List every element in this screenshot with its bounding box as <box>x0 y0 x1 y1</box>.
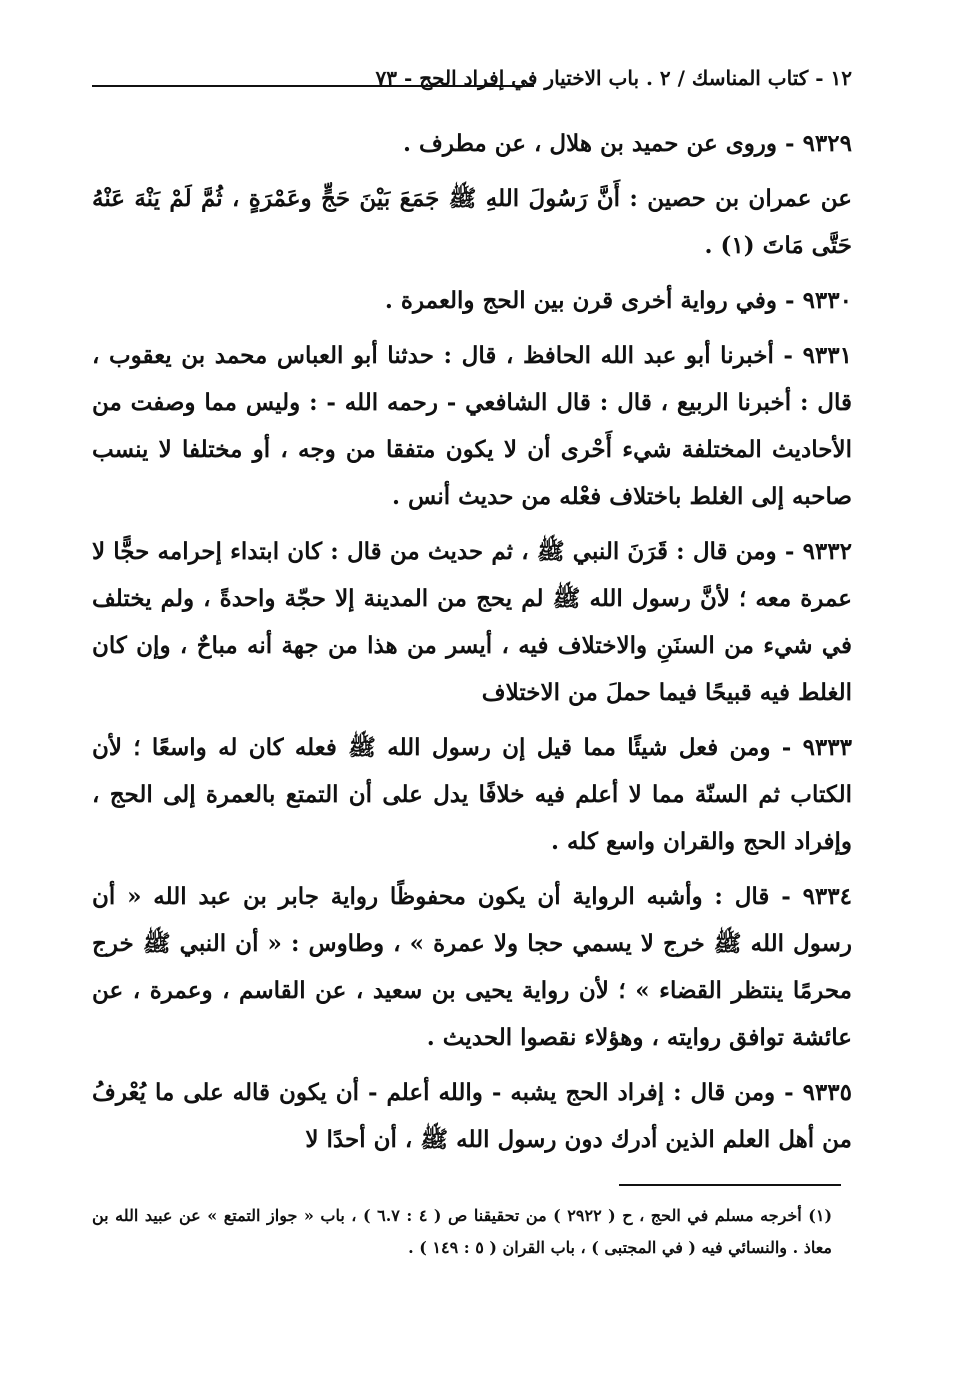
footnote: (١) أخرجه مسلم في الحج ، ح ( ٢٩٢٢ ) من تحقيقنا ص ( ٤ : ٦.٧ ) ، باب « جواز التمتع » عن عبيد الله بن معاذ . والنسائي فيه ( في المجتبى ) ، باب القران ( ٥ : ١٤٩ ) . <box>92 1206 833 1257</box>
main-text <box>92 120 852 1171</box>
paragraph-9333: ٩٣٣٣ - ومن فعل شيئًا مما قيل إن رسول الله ﷺ فعله كان له واسعًا ؛ لأن الكتاب ثم السنّة مما لا أعلم فيه خلافًا يدل على أن التمتع بالعمرة إلى الحج ، وإفراد الحج والقران واسع كله . <box>92 734 852 855</box>
header-rule <box>92 85 534 87</box>
paragraph-9332: ٩٣٣٢ - ومن قال : قَرَنَ النبي ﷺ ، ثم حديث من قال : كان ابتداء إحرامه حجًّا لا عمرة معه ؛ لأنَّ رسول الله ﷺ لم يحج من المدينة إلا حجّة واحدةً ، ولم يختلف في شيء من السنَنِ والاختلاف فيه ، أيسر من هذا من جهة أنه مباحٌ ، وإن كان الغلط فيه قبيحًا فيما حملَ من الاختلاف <box>92 538 852 706</box>
footnote-rule <box>619 1184 841 1186</box>
running-title: ١٢ - كتاب المناسك / ٢ . باب الاختيار في إفراد الحج - ٧٣ <box>375 66 852 90</box>
paragraph-9330: ٩٣٣٠ - وفي رواية أخرى قرن بين الحج والعمرة . <box>384 287 852 314</box>
paragraph-9335: ٩٣٣٥ - ومن قال : إفراد الحج يشبه - والله أعلم - أن يكون قاله على ما يُعْرفُ من أهل العلم الذين أدرك دون رسول الله ﷺ ، أن أحدًا لا <box>92 1079 852 1153</box>
paragraph-9334: ٩٣٣٤ - قال : وأشبه الرواية أن يكون محفوظًا رواية جابر بن عبد الله « أن رسول الله ﷺ خرج لا يسمي حجا ولا عمرة » ، وطاوس : « أن النبي ﷺ خرج محرمًا ينتظر القضاء » ؛ لأن رواية يحيى بن سعيد ، عن القاسم ، وعمرة ، عن عائشة توافق روايته ، وهؤلاء نقصوا الحديث . <box>92 883 852 1051</box>
paragraph-9329-hadith: عن عمران بن حصين : أَنَّ رَسُولَ اللهِ ﷺ جَمَعَ بَيْنَ حَجٍّ وعَمْرَةٍ ، ثُمَّ لَمْ يَنْهَ عَنْهُ حَتَّى مَاتَ (١) . <box>92 185 852 259</box>
running-header <box>92 64 852 94</box>
paragraph-9331: ٩٣٣١ - أخبرنا أبو عبد الله الحافظ ، قال : حدثنا أبو العباس محمد بن يعقوب ، قال : أخبرنا الربيع ، قال : قال الشافعي - رحمه الله - : وليس مما وصفت من الأحاديث المختلفة شيء أَحْرى أن لا يكون متفقا من وجه ، أو مختلفا لا ينسب صاحبه إلى الغلط باختلاف فعْله من حديث أنس . <box>92 342 852 510</box>
paragraph-9329: ٩٣٢٩ - وروى عن حميد بن هلال ، عن مطرف . <box>403 130 852 157</box>
